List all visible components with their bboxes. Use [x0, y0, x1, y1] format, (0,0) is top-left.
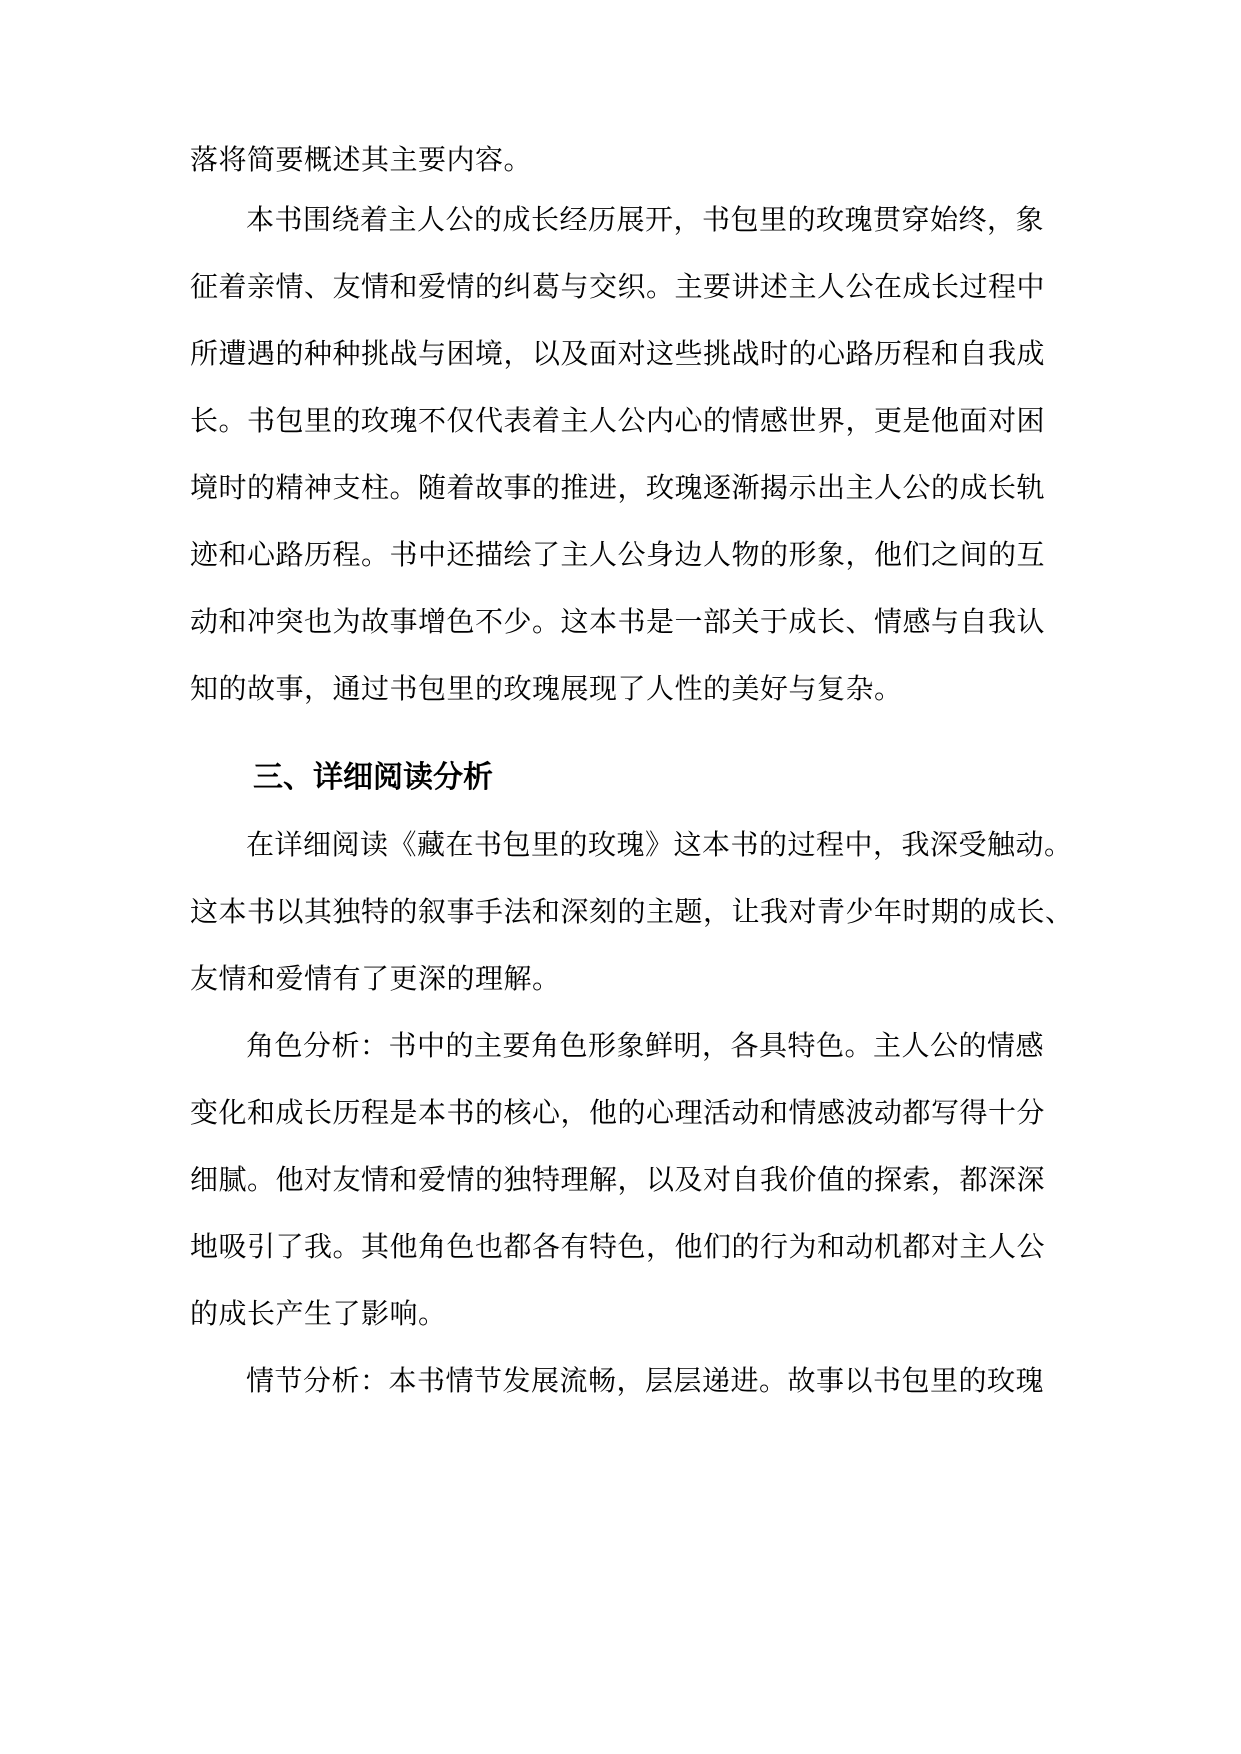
paragraph-line: 迹和心路历程。书中还描绘了主人公身边人物的形象，他们之间的互: [190, 538, 1046, 571]
paragraph-line: 征着亲情、友情和爱情的纠葛与交织。主要讲述主人公在成长过程中: [190, 270, 1046, 303]
paragraph-line: 变化和成长历程是本书的核心，他的心理活动和情感波动都写得十分: [190, 1096, 1046, 1129]
paragraph-line: 长。书包里的玫瑰不仅代表着主人公内心的情感世界，更是他面对困: [190, 404, 1046, 437]
section-heading: 三、详细阅读分析: [253, 760, 493, 795]
paragraph-line: 角色分析：书中的主要角色形象鲜明，各具特色。主人公的情感: [246, 1029, 1045, 1062]
paragraph-line: 落将简要概述其主要内容。: [190, 143, 533, 176]
paragraph-line: 这本书以其独特的叙事手法和深刻的主题，让我对青少年时期的成长、: [190, 895, 1074, 928]
paragraph-line: 动和冲突也为故事增色不少。这本书是一部关于成长、情感与自我认: [190, 605, 1046, 638]
paragraph-line: 知的故事，通过书包里的玫瑰展现了人性的美好与复杂。: [190, 672, 903, 705]
paragraph-line: 地吸引了我。其他角色也都各有特色，他们的行为和动机都对主人公: [190, 1230, 1046, 1263]
paragraph-line: 的成长产生了影响。: [190, 1297, 447, 1330]
paragraph-line: 细腻。他对友情和爱情的独特理解，以及对自我价值的探索，都深深: [190, 1163, 1046, 1196]
paragraph-line: 所遭遇的种种挑战与困境，以及面对这些挑战时的心路历程和自我成: [190, 337, 1046, 370]
paragraph-line: 境时的精神支柱。随着故事的推进，玫瑰逐渐揭示出主人公的成长轨: [190, 471, 1046, 504]
paragraph-line: 在详细阅读《藏在书包里的玫瑰》这本书的过程中，我深受触动。: [246, 828, 1073, 861]
paragraph-line: 友情和爱情有了更深的理解。: [190, 962, 561, 995]
paragraph-line: 情节分析：本书情节发展流畅，层层递进。故事以书包里的玫瑰: [246, 1364, 1045, 1397]
paragraph-line: 本书围绕着主人公的成长经历展开，书包里的玫瑰贯穿始终，象: [246, 203, 1045, 236]
